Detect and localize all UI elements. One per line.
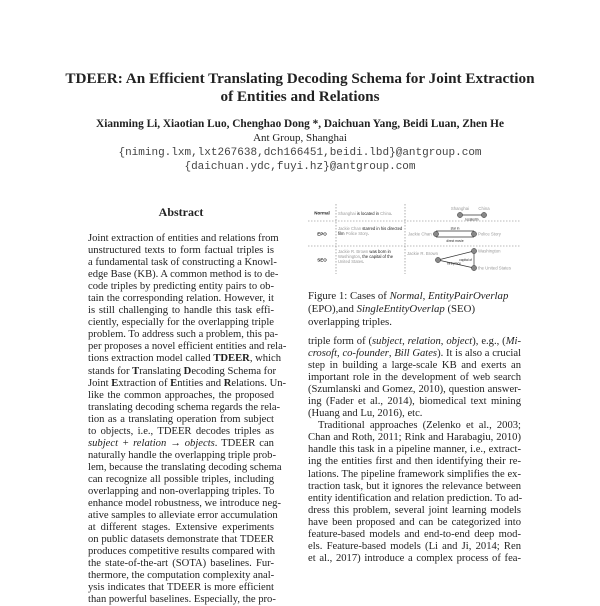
sentence-segment: Washington (338, 254, 360, 260)
email-line: {daichuan.ydc,fuyi.hz}@antgroup.com (184, 161, 416, 173)
text-line: els. Feature-based models (Li and Ji, 2014; Ren (308, 540, 521, 552)
text-line: like the common approaches, the proposed (88, 389, 274, 401)
text-line: to objects, i.e., TDEER decodes triples as (88, 425, 274, 437)
abstract-heading: Abstract (158, 205, 204, 219)
figure-1 (308, 204, 521, 274)
text-segment: ), e.g., ( (472, 336, 506, 347)
sentence-segment: , the capital of the (359, 254, 394, 260)
text-line: (Huang and Lu, 2016), etc. (308, 408, 423, 420)
text-segment: subject (372, 336, 403, 347)
text-line: than powerful baselines. Especially, the pro- (88, 594, 276, 606)
sentence-segment: . (367, 231, 369, 237)
object-label: Police Story (478, 231, 501, 237)
text-line: tion as a translating operation from subject (88, 413, 274, 425)
sentence-segment: United States (338, 259, 364, 265)
text-segment: Joint (88, 377, 112, 389)
sentence-segment: . (391, 210, 393, 216)
text-segment: , (402, 336, 408, 347)
row-label: Normal (314, 210, 330, 216)
text-segment: Bill Gates (394, 348, 438, 360)
text-line: produces competitive results compared with (88, 546, 276, 558)
text-segment: , (388, 348, 395, 360)
entity-node (435, 257, 440, 262)
text-segment: crosoft (308, 348, 338, 360)
entity-node (433, 231, 438, 236)
text-line: overlapping and non-overlapping triples. To (88, 485, 275, 497)
text-line (308, 348, 521, 360)
email-line: {niming.lxm,lxt267638,dch166451,beidi.lbd}@antgroup.com (118, 147, 482, 159)
subject-label: Jackie R. Brown (407, 251, 439, 256)
text-line: the state-of-the-art (SOTA) baselines. Fur- (88, 558, 274, 570)
text-line: per proposes a novel efficient entities and rela- (88, 341, 287, 353)
text-line: feature-based models and end-to-end deep mod- (308, 528, 521, 540)
sentence-segment: Jackie Chan (338, 226, 362, 231)
text-segment: elations. Un- (231, 377, 287, 389)
text-line: is still challenging to handle this task effi- (88, 305, 274, 317)
text-line: (Szumlanski and Gomez, 2010), question answer- (308, 384, 521, 396)
text-line: have been proposed and can be categorized into (308, 516, 521, 528)
relation-label: direct movie (446, 239, 464, 243)
text-line: lem, because the translating decoding schema (88, 461, 282, 473)
text-segment: T (132, 365, 140, 377)
text-line: unstructured texts to form factual triples is (88, 245, 274, 257)
text-line: ing the entities first and then identifying their re- (308, 456, 521, 468)
text-line (88, 438, 274, 450)
object-label: China (478, 206, 490, 211)
text-line: translating decoding schema regards the rela- (88, 401, 281, 413)
sentence-segment: is located in (355, 210, 381, 216)
sentence-segment: starred in his directed film (338, 226, 403, 237)
entity-node (471, 265, 476, 270)
text-segment: Mi- (505, 336, 522, 347)
object-label: the United States (478, 265, 511, 271)
text-line: handle this task in a pipeline manner, i.e., extract- (308, 444, 521, 456)
row-label: EPO (317, 231, 327, 237)
text-segment: ntities and (177, 377, 224, 389)
text-line (88, 377, 287, 390)
relation-label: star in (450, 226, 460, 231)
text-line: on public datasets demonstrate that TDEER (88, 534, 274, 546)
text-line: a fundamental task of constructing a Knowl- (88, 257, 277, 269)
text-line: naturally handle the overlapping triple prob- (88, 449, 276, 461)
text-segment: ecoding Schema for (191, 365, 277, 377)
entity-node (471, 231, 476, 236)
text-line: dress this problem, several joint learning models (308, 504, 521, 516)
text-line: important role in the development of web search (308, 372, 521, 384)
intro-body (308, 336, 521, 565)
text-segment: Figure 1: Cases of (308, 290, 390, 302)
row-label: SEO (317, 257, 327, 263)
text-segment: E (111, 377, 119, 389)
text-line (308, 336, 521, 348)
text-segment: . TDEER can (214, 437, 274, 449)
text-segment: D (183, 365, 192, 377)
text-segment: , (440, 336, 447, 347)
sentence-segment: Shanghai (338, 210, 356, 216)
text-line: et al., 2017) introduce a complex process of fea- (308, 552, 521, 564)
figure-caption (308, 290, 521, 329)
text-segment: TDEER (213, 353, 250, 365)
example-sentence (338, 249, 404, 265)
text-segment: E (170, 377, 178, 389)
text-segment: SingleEntityOverlap (356, 303, 445, 315)
relation-label: locatedIn (465, 217, 479, 222)
text-segment: subject + relation → objects (88, 437, 215, 449)
entity-node (471, 248, 476, 253)
text-line: traction task, but it ignores the relevance between (308, 480, 521, 492)
example-sentence (338, 226, 404, 236)
text-line: code triples by predicting entity pairs to ob- (88, 281, 274, 293)
text-line: edge Base (KB). A common method is to de- (88, 269, 279, 281)
paper-title (40, 70, 560, 106)
text-line (88, 365, 277, 378)
text-line: tain the corresponding relation. However, it (88, 293, 274, 305)
text-segment: tions extraction model called (88, 353, 214, 365)
text-segment: object (446, 336, 473, 347)
text-segment: co-founder (342, 348, 389, 360)
object-label: Washington (478, 248, 501, 254)
text-segment: relation (407, 336, 441, 347)
entity-node (457, 212, 462, 217)
title-line: of Entities and Relations (220, 88, 380, 105)
abstract-body (88, 233, 287, 606)
text-line: at different stages. Extensive experiments (88, 522, 274, 534)
text-line: ing (Fader et al., 2014), biomedical text mining (308, 396, 521, 408)
text-segment: (SEO) overlapping triples. (308, 303, 476, 328)
text-line: enhance model robustness, we introduce neg- (88, 498, 281, 510)
subject-label: Shanghai (450, 206, 470, 211)
text-segment: stands for (88, 365, 133, 377)
text-segment: R (223, 377, 232, 389)
title-line: TDEER: An Efficient Translating Decoding Schema for Joint Extraction (65, 70, 535, 87)
text-line: ative samples to alleviate error accumulation (88, 510, 278, 522)
text-line: Chan and Roth, 2011; Rink and Harabagiu, 2010) (308, 432, 521, 444)
text-line: entity identification and relation prediction. To ad- (308, 492, 523, 504)
entity-node (481, 212, 486, 217)
sentence-segment: Police Story (345, 231, 368, 237)
text-segment: , (337, 348, 343, 360)
text-line: ysis indicates that TDEER is more efficient (88, 582, 274, 594)
text-segment: Normal (389, 290, 423, 302)
relation-label: birthplace (447, 261, 461, 266)
text-segment: (EPO), (308, 303, 339, 315)
sentence-segment: Jackie R. Brown (338, 249, 369, 254)
text-line: Traditional approaches (Zelenko et al., 2003; (318, 420, 521, 432)
text-line: ciently, especially for the overlapping triple (88, 317, 274, 329)
example-sentence (338, 211, 404, 216)
sentence-segment: . (363, 259, 365, 265)
text-line: lations. The pipeline framework simplifies the ex- (308, 468, 521, 480)
text-line: problem. To address such a problem, this pa- (88, 329, 279, 341)
text-line (88, 353, 282, 365)
author-emails (40, 146, 560, 174)
affiliation: Ant Group, Shanghai (253, 132, 347, 144)
text-segment: ). It is also a crucial (437, 348, 522, 360)
sentence-segment: China (380, 210, 392, 216)
author-list: Xianming Li, Xiaotian Luo, Chenghao Dong *, Daichuan Yang, Beidi Luan, Zhen He (96, 118, 504, 130)
text-segment: xtraction of (118, 377, 171, 389)
text-segment: ranslating (139, 365, 184, 377)
text-segment: triple form of ( (308, 336, 373, 347)
relation-label: capital of (459, 258, 472, 262)
text-segment: and (338, 303, 357, 315)
text-segment: EntityPairOverlap (427, 290, 509, 302)
text-line: can recognize all possible triples, including (88, 473, 274, 485)
sentence-segment: was born in (368, 249, 391, 254)
text-segment: , (422, 290, 428, 302)
text-line: step in building a large-scale KB and exerts an (308, 360, 521, 372)
text-line: Joint extraction of entities and relations from (88, 233, 279, 244)
text-segment: , which (249, 353, 282, 365)
subject-label: Jackie Chan (408, 231, 432, 237)
text-line: thermore, the computation complexity anal- (88, 570, 275, 582)
